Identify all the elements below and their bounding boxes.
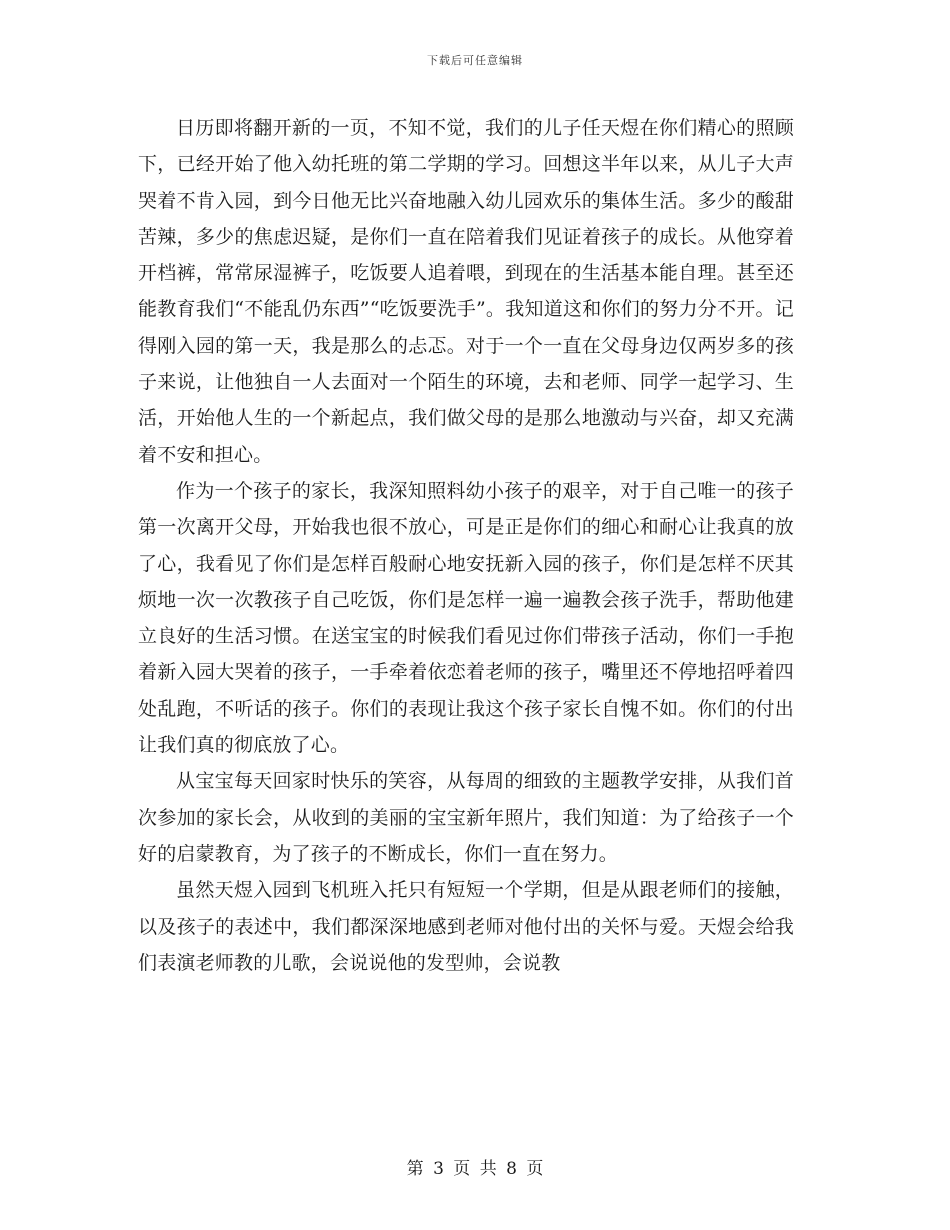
page-number-footer: 第 3 页 共 8 页	[406, 1159, 544, 1179]
paragraph-1: 日历即将翻开新的一页，不知不觉，我们的儿子任天煜在你们精心的照顾下，已经开始了他入幼托班的第二学期的学习。回想这半年以来，从儿子大声哭着不肯入园，到今日他无比兴奋地融入幼儿园欢乐的集体生活。多少的酸甜苦辣，多少的焦虑迟疑，是你们一直在陪着我们见证着孩子的成长。从他穿着开档裤，常常尿湿裤子，吃饭要人追着喂，到现在的生活基本能自理。甚至还能教育我们“不能乱仍东西”“吃饭要洗手”。我知道这和你们的努力分不开。记得刚入园的第一天，我是那么的忐忑。对于一个一直在父母身边仅两岁多的孩子来说，让他独自一人去面对一个陌生的环境，去和老师、同学一起学习、生活，开始他人生的一个新起点，我们做父母的是那么地激动与兴奋，却又充满着不安和担心。	[138, 117, 794, 466]
page-header: 下载后可任意编辑	[427, 54, 523, 67]
paragraph-3: 从宝宝每天回家时快乐的笑容，从每周的细致的主题教学安排，从我们首次参加的家长会，从收到的美丽的宝宝新年照片，我们知道：为了给孩子一个好的启蒙教育，为了孩子的不断成长，你们一直在努力。	[138, 770, 794, 865]
document-body	[138, 110, 794, 981]
paragraph-2: 作为一个孩子的家长，我深知照料幼小孩子的艰辛，对于自己唯一的孩子第一次离开父母，开始我也很不放心，可是正是你们的细心和耐心让我真的放了心，我看见了你们是怎样百般耐心地安抚新入园的孩子，你们是怎样不厌其烦地一次一次教孩子自己吃饭，你们是怎样一遍一遍教会孩子洗手，帮助他建立良好的生活习惯。在送宝宝的时候我们看见过你们带孩子活动，你们一手抱着新入园大哭着的孩子，一手牵着依恋着老师的孩子，嘴里还不停地招呼着四处乱跑，不听话的孩子。你们的表现让我这个孩子家长自愧不如。你们的付出让我们真的彻底放了心。	[138, 479, 794, 757]
paragraph-4: 虽然天煜入园到飞机班入托只有短短一个学期，但是从跟老师们的接触，以及孩子的表述中，我们都深深地感到老师对他付出的关怀与爱。天煜会给我们表演老师教的儿歌，会说说他的发型帅，会说教	[138, 879, 794, 974]
